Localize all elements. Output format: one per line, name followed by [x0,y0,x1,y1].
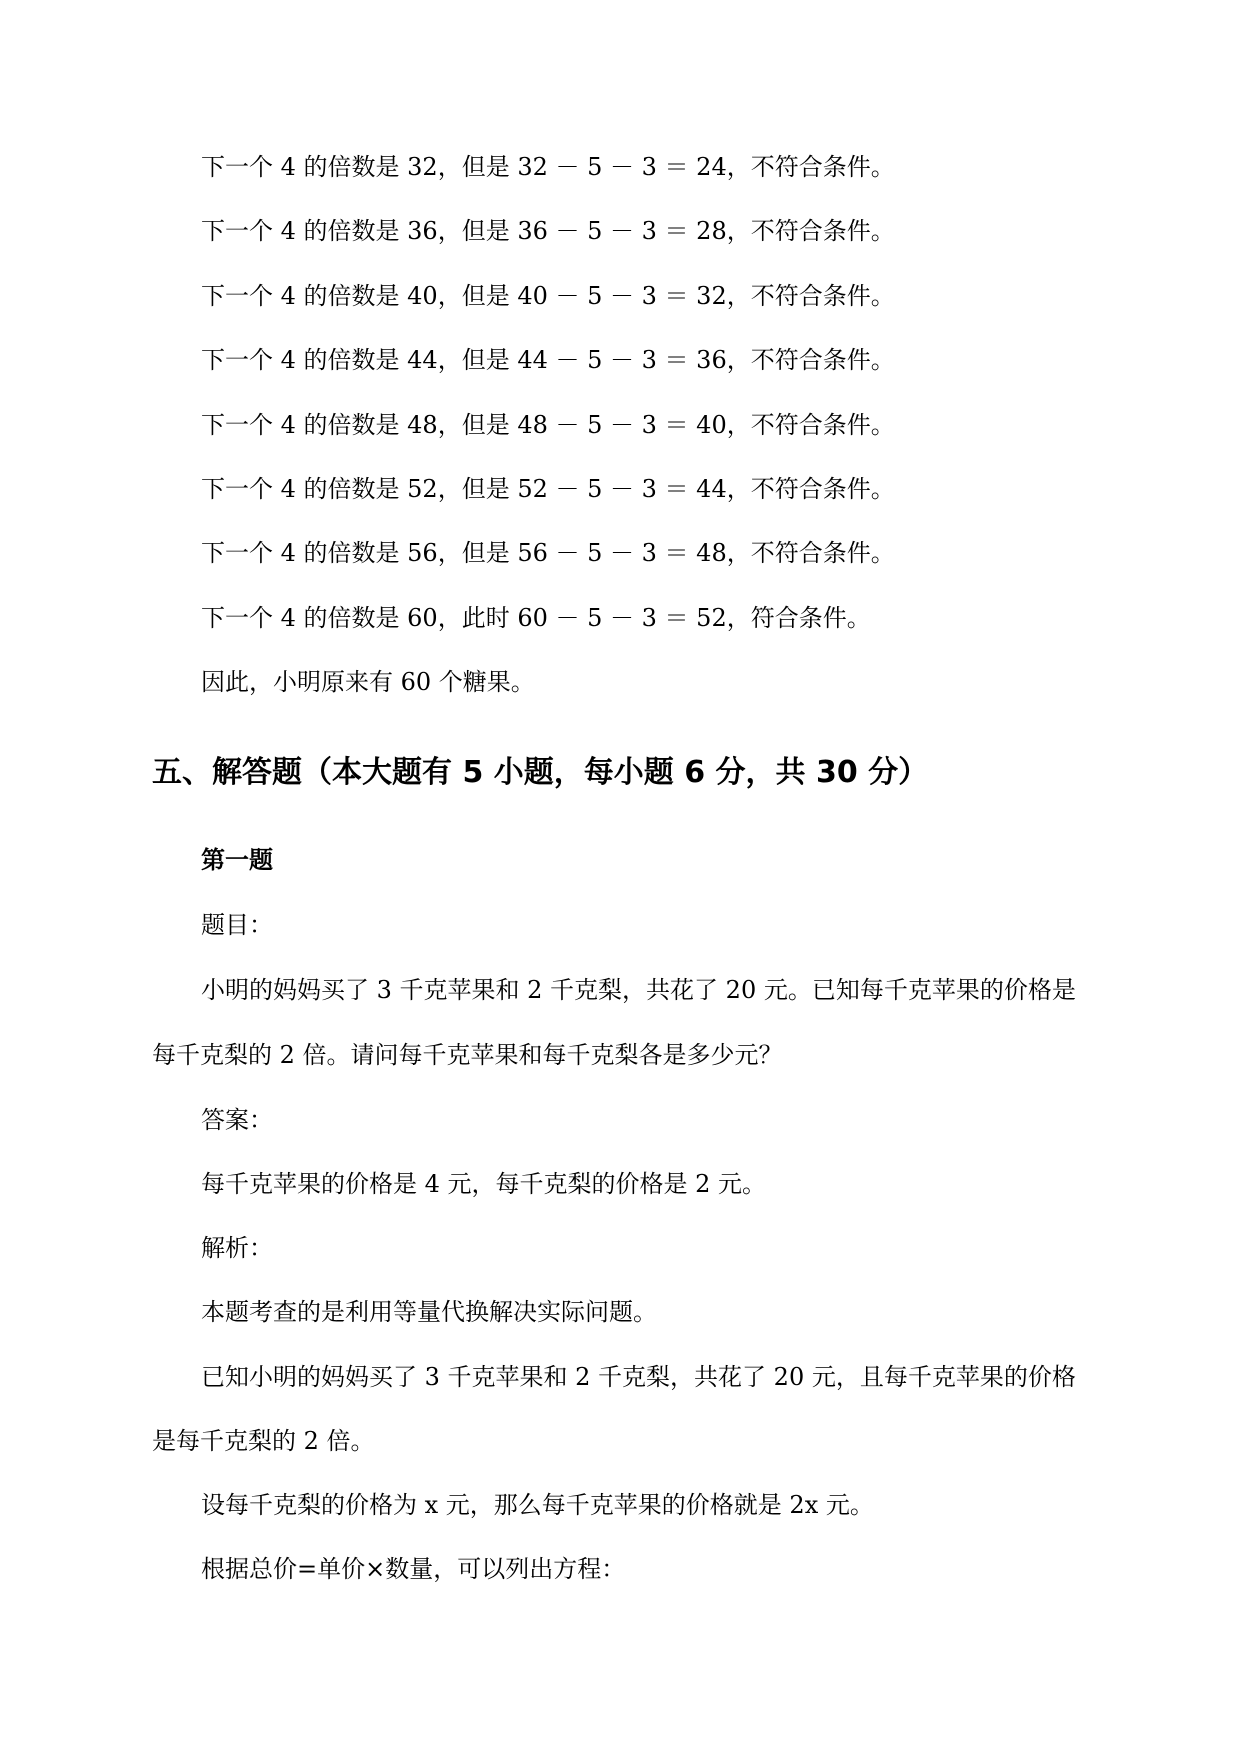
prompt-label: 题目： [201,911,273,939]
answer-label: 答案： [201,1106,273,1134]
answer-text: 每千克苹果的价格是 4 元，每千克梨的价格是 2 元。 [201,1170,767,1198]
conclusion-text: 因此，小明原来有 60 个糖果。 [201,668,535,696]
analysis-text: 本题考查的是利用等量代换解决实际问题。 [201,1298,657,1326]
question-prompt-line: 小明的妈妈买了 3 千克苹果和 2 千克梨，共花了 20 元。已知每千克苹果的价格是 [201,976,1076,1004]
question-heading: 第一题 [201,846,273,874]
analysis-text: 设每千克梨的价格为 x 元，那么每千克苹果的价格就是 2x 元。 [201,1491,874,1519]
question-prompt-line: 每千克梨的 2 倍。请问每千克苹果和每千克梨各是多少元？ [152,1041,783,1069]
derivation-step: 下一个 4 的倍数是 36，但是 36 － 5 － 3 ＝ 28，不符合条件。 [201,217,895,245]
analysis-text: 根据总价=单价×数量，可以列出方程： [201,1555,626,1583]
derivation-step: 下一个 4 的倍数是 48，但是 48 － 5 － 3 ＝ 40，不符合条件。 [201,411,895,439]
analysis-text: 已知小明的妈妈买了 3 千克苹果和 2 千克梨，共花了 20 元，且每千克苹果的价格 [201,1363,1076,1391]
derivation-step: 下一个 4 的倍数是 56，但是 56 － 5 － 3 ＝ 48，不符合条件。 [201,539,895,567]
derivation-step: 下一个 4 的倍数是 60，此时 60 － 5 － 3 ＝ 52，符合条件。 [201,604,871,632]
analysis-text: 是每千克梨的 2 倍。 [152,1427,375,1455]
analysis-label: 解析： [201,1234,273,1262]
derivation-step: 下一个 4 的倍数是 44，但是 44 － 5 － 3 ＝ 36，不符合条件。 [201,346,895,374]
derivation-step: 下一个 4 的倍数是 32，但是 32 － 5 － 3 ＝ 24，不符合条件。 [201,153,895,181]
section-heading: 五、解答题（本大题有 5 小题，每小题 6 分，共 30 分） [152,755,929,790]
derivation-step: 下一个 4 的倍数是 40，但是 40 － 5 － 3 ＝ 32，不符合条件。 [201,282,895,310]
derivation-step: 下一个 4 的倍数是 52，但是 52 － 5 － 3 ＝ 44，不符合条件。 [201,475,895,503]
